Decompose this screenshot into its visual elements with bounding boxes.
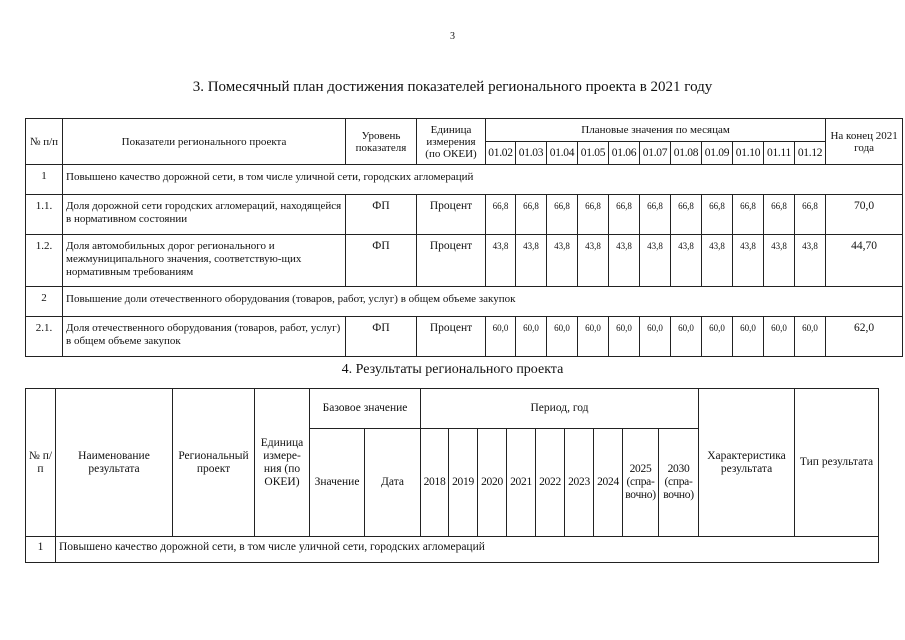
month-header: 01.09 [702, 142, 733, 165]
indicator-num: 1.2. [26, 235, 63, 287]
results-header-unit: Единица измере-ния (по ОКЕИ) [255, 389, 310, 537]
month-value: 43,8 [547, 235, 578, 287]
month-header: 01.07 [640, 142, 671, 165]
month-value: 60,0 [547, 317, 578, 357]
page-number: 3 [450, 31, 455, 42]
month-value: 60,0 [795, 317, 826, 357]
year-ref-header [623, 429, 659, 537]
month-value: 66,8 [702, 195, 733, 235]
month-header: 01.05 [578, 142, 609, 165]
month-value: 43,8 [764, 235, 795, 287]
indicator-num: 2.1. [26, 317, 63, 357]
end-of-year-value: 70,0 [826, 195, 903, 235]
indicator-row [26, 195, 903, 235]
header-level: Уровень показателя [346, 119, 417, 165]
indicator-row [26, 235, 903, 287]
year-header: 2023 [565, 429, 594, 537]
header-end-of-year: На конец 2021 года [826, 119, 903, 165]
year-header: 2022 [536, 429, 565, 537]
month-value: 43,8 [486, 235, 516, 287]
year-header: 2024 [594, 429, 623, 537]
indicator-row [26, 317, 903, 357]
year-ref-header [659, 429, 699, 537]
results-num: 1 [26, 537, 56, 563]
month-value: 66,8 [733, 195, 764, 235]
month-header: 01.04 [547, 142, 578, 165]
indicator-level: ФП [346, 317, 417, 357]
month-value: 43,8 [671, 235, 702, 287]
indicator-unit: Процент [417, 235, 486, 287]
month-value: 60,0 [733, 317, 764, 357]
month-header: 01.06 [609, 142, 640, 165]
month-header: 01.03 [516, 142, 547, 165]
results-header-period: Период, год [421, 389, 699, 429]
indicator-name: Доля автомобильных дорог регионального и межмуниципального значения, соответствую-щих нормативным требованиям [63, 235, 346, 287]
month-header: 01.02 [486, 142, 516, 165]
month-value: 60,0 [516, 317, 547, 357]
year-ref-year: 2025 [629, 463, 652, 475]
month-value: 60,0 [578, 317, 609, 357]
month-value: 60,0 [671, 317, 702, 357]
indicator-unit: Процент [417, 317, 486, 357]
month-value: 43,8 [578, 235, 609, 287]
month-value: 43,8 [795, 235, 826, 287]
results-header-base: Базовое значение [310, 389, 421, 429]
results-header-value: Значение [310, 429, 365, 537]
month-value: 43,8 [516, 235, 547, 287]
month-value: 66,8 [547, 195, 578, 235]
year-header: 2021 [507, 429, 536, 537]
group-row [26, 287, 903, 317]
month-value: 66,8 [486, 195, 516, 235]
indicator-name: Доля дорожной сети городских агломераций, находящейся в нормативном состоянии [63, 195, 346, 235]
month-value: 66,8 [609, 195, 640, 235]
group-title: Повышено качество дорожной сети, в том числе уличной сети, городских агломераций [63, 165, 903, 195]
month-value: 66,8 [764, 195, 795, 235]
end-of-year-value: 62,0 [826, 317, 903, 357]
indicator-level: ФП [346, 195, 417, 235]
month-value: 60,0 [486, 317, 516, 357]
results-body [26, 537, 879, 563]
header-planned-values: Плановые значения по месяцам [486, 119, 826, 142]
month-header: 01.11 [764, 142, 795, 165]
indicator-num: 1.1. [26, 195, 63, 235]
indicator-level: ФП [346, 235, 417, 287]
year-ref-year: 2030 [667, 463, 690, 475]
month-value: 43,8 [733, 235, 764, 287]
month-header: 01.08 [671, 142, 702, 165]
indicator-unit: Процент [417, 195, 486, 235]
year-header: 2020 [478, 429, 507, 537]
monthly-plan-body [26, 165, 903, 357]
results-header-characteristic: Характеристика результата [699, 389, 795, 537]
results-header-name: Наименование результата [56, 389, 173, 537]
month-value: 66,8 [640, 195, 671, 235]
section4-title: 4. Результаты регионального проекта [341, 362, 564, 377]
header-unit: Единица измерения (по ОКЕИ) [417, 119, 486, 165]
month-value: 66,8 [578, 195, 609, 235]
results-header-project: Региональный проект [173, 389, 255, 537]
monthly-plan-table [25, 118, 903, 357]
year-ref-note: (спра-вочно) [625, 476, 656, 501]
results-header-num: № п/п [26, 389, 56, 537]
month-value: 43,8 [609, 235, 640, 287]
results-row [26, 537, 879, 563]
month-value: 66,8 [516, 195, 547, 235]
end-of-year-value: 44,70 [826, 235, 903, 287]
year-header: 2019 [449, 429, 478, 537]
month-value: 66,8 [795, 195, 826, 235]
year-header: 2018 [421, 429, 449, 537]
section3-title: 3. Помесячный план достижения показателей регионального проекта в 2021 году [192, 79, 713, 95]
month-value: 60,0 [640, 317, 671, 357]
month-value: 66,8 [671, 195, 702, 235]
results-title: Повышено качество дорожной сети, в том числе уличной сети, городских агломераций [56, 537, 879, 563]
month-value: 43,8 [702, 235, 733, 287]
month-header: 01.12 [795, 142, 826, 165]
month-value: 60,0 [764, 317, 795, 357]
indicator-name: Доля отечественного оборудования (товаров, работ, услуг) в общем объеме закупок [63, 317, 346, 357]
header-num: № п/п [26, 119, 63, 165]
group-title: Повышение доли отечественного оборудования (товаров, работ, услуг) в общем объеме закупок [63, 287, 903, 317]
year-ref-note: (спра-вочно) [663, 476, 694, 501]
month-value: 60,0 [702, 317, 733, 357]
month-header: 01.10 [733, 142, 764, 165]
group-row [26, 165, 903, 195]
header-indicator: Показатели регионального проекта [63, 119, 346, 165]
results-table [25, 388, 879, 563]
results-header-date: Дата [365, 429, 421, 537]
month-value: 43,8 [640, 235, 671, 287]
results-header-type: Тип результата [795, 389, 879, 537]
group-num: 2 [26, 287, 63, 317]
group-num: 1 [26, 165, 63, 195]
month-value: 60,0 [609, 317, 640, 357]
